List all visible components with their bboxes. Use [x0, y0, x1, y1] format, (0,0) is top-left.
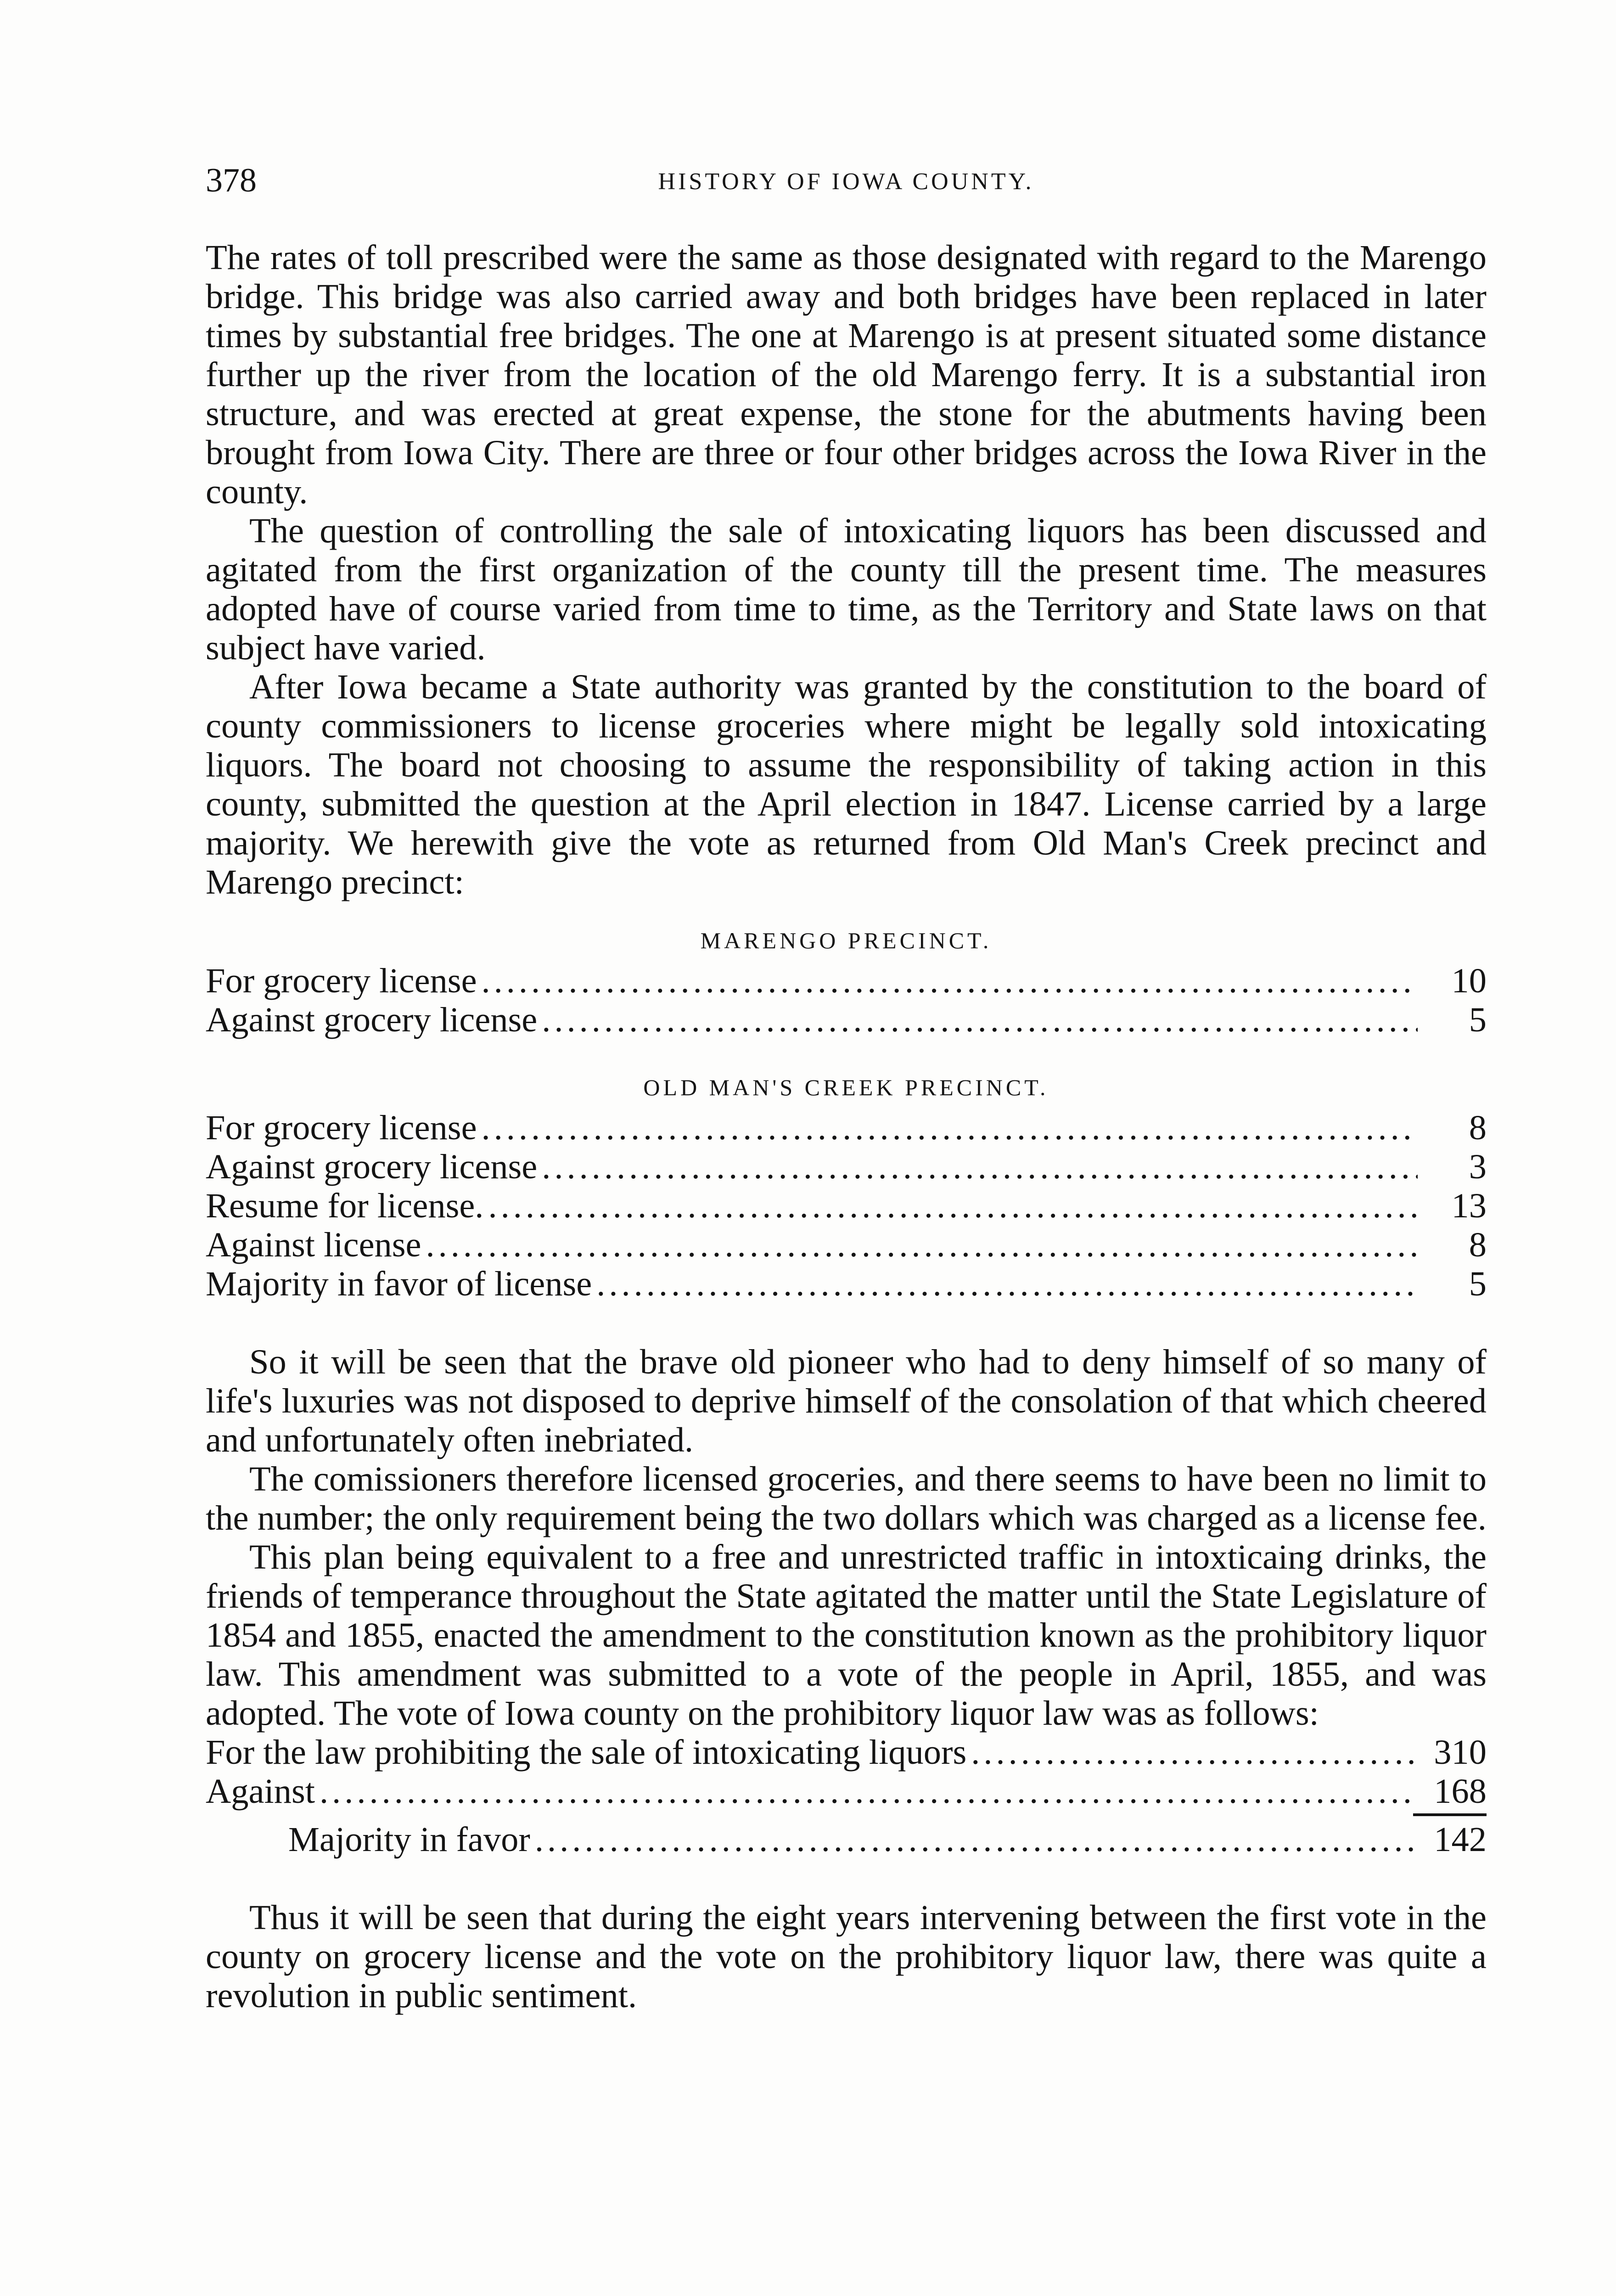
tally-value: 8: [1469, 1225, 1487, 1264]
tally-label: For the law prohibiting the sale of intoxicating liquors: [206, 1733, 967, 1772]
tally-label: For grocery license: [206, 961, 477, 1000]
tally-value: 310: [1434, 1733, 1487, 1772]
tally-value: 13: [1451, 1186, 1487, 1225]
tally-label: Against license: [206, 1225, 421, 1264]
dot-leader: [596, 1264, 1418, 1303]
tally-row: [206, 1186, 1487, 1225]
dot-leader: [426, 1225, 1418, 1264]
paragraph-liquor-question: The question of controlling the sale of intoxicating liquors has been discussed and agitated from the first organization of the county till the present time. The measures adopted have of course varied from time to time, as the Territory and State laws on that subject have varied.: [206, 511, 1487, 667]
tally-value: 5: [1469, 1264, 1487, 1303]
tally-total-label: Majority in favor: [288, 1820, 530, 1859]
tally-row: [206, 1225, 1487, 1264]
sum-rule: [1413, 1813, 1487, 1816]
tally-row: [206, 961, 1487, 1000]
marengo-precinct-title: MARENGO PRECINCT.: [700, 928, 992, 953]
prohibitory-vote-table: [206, 1733, 1487, 1859]
dot-leader: [535, 1820, 1418, 1859]
tally-label: Against grocery license: [206, 1147, 538, 1186]
tally-value: 3: [1469, 1147, 1487, 1186]
tally-label: Resume for license.: [206, 1186, 484, 1225]
tally-row: [206, 1000, 1487, 1039]
dot-leader: [488, 1186, 1418, 1225]
dot-leader: [542, 1147, 1418, 1186]
tally-label: For grocery license: [206, 1108, 477, 1147]
dot-leader: [542, 1000, 1418, 1039]
tally-row: [206, 1772, 1487, 1811]
running-head: HISTORY OF IOWA COUNTY.: [658, 169, 1034, 195]
dot-leader: [320, 1772, 1418, 1811]
old-mans-creek-precinct-title: OLD MAN'S CREEK PRECINCT.: [643, 1075, 1049, 1100]
paragraph-commissioners: The comissioners therefore licensed groceries, and there seems to have been no limit to the number; the only requirement being the two dollars which was charged as a license fee.: [206, 1459, 1487, 1537]
paragraph-conclusion: Thus it will be seen that during the eight years intervening between the first vote in the county on grocery license and the vote on the prohibitory liquor law, there was quite a revolution in public sentiment.: [206, 1898, 1487, 2015]
tally-label: Majority in favor of license: [206, 1264, 592, 1303]
marengo-precinct-table: [206, 961, 1487, 1039]
tally-row: [206, 1264, 1487, 1303]
sum-rule-row: [206, 1811, 1487, 1820]
page-body: [206, 238, 1487, 2015]
dot-leader: [971, 1733, 1418, 1772]
tally-value: 168: [1434, 1772, 1487, 1811]
tally-total-value: 142: [1434, 1820, 1487, 1859]
tally-row: [206, 1147, 1487, 1186]
tally-label: Against grocery license: [206, 1000, 538, 1039]
paragraph-prohibitory-law: This plan being equivalent to a free and unrestricted traffic in intoxticaing drinks, the friends of temperance throughout the State agitated the matter until the State Legislature of 1854 and 1855, enacted the amendment to the constitution known as the prohibitory liquor law. This amendment was submitted to a vote of the people in April, 1855, and was adopted. The vote of Iowa county on the prohibitory liquor law was as follows:: [206, 1537, 1487, 1733]
tally-value: 10: [1451, 961, 1487, 1000]
old-mans-creek-precinct-table: [206, 1108, 1487, 1303]
dot-leader: [482, 1108, 1418, 1147]
paragraph-bridges: The rates of toll prescribed were the same as those designated with regard to the Marengo bridge. This bridge was also carried away and both bridges have been replaced in later times by substantial free bridges. The one at Marengo is at present situated some distance further up the river from the location of the old Marengo ferry. It is a substantial iron structure, and was erected at great expense, the stone for the abutments having been brought from Iowa City. There are three or four other bridges across the Iowa River in the county.: [206, 238, 1487, 511]
tally-value: 5: [1469, 1000, 1487, 1039]
tally-row: [206, 1108, 1487, 1147]
tally-label: Against: [206, 1772, 315, 1811]
tally-total-row: [206, 1820, 1487, 1859]
tally-row: [206, 1733, 1487, 1772]
dot-leader: [482, 961, 1418, 1000]
paragraph-license-authority: After Iowa became a State authority was granted by the constitution to the board of county commissioners to license groceries where might be legally sold intoxicating liquors. The board not choosing to assume the responsibility of taking action in this county, submitted the question at the April election in 1847. License carried by a large majority. We herewith give the vote as returned from Old Man's Creek precinct and Marengo precinct:: [206, 667, 1487, 901]
paragraph-pioneer: So it will be seen that the brave old pioneer who had to deny himself of so many of life's luxuries was not disposed to deprive himself of the consolation of that which cheered and unfortunately often inebriated.: [206, 1342, 1487, 1459]
page-header: [206, 160, 1487, 201]
tally-value: 8: [1469, 1108, 1487, 1147]
page-number: 378: [206, 162, 257, 199]
